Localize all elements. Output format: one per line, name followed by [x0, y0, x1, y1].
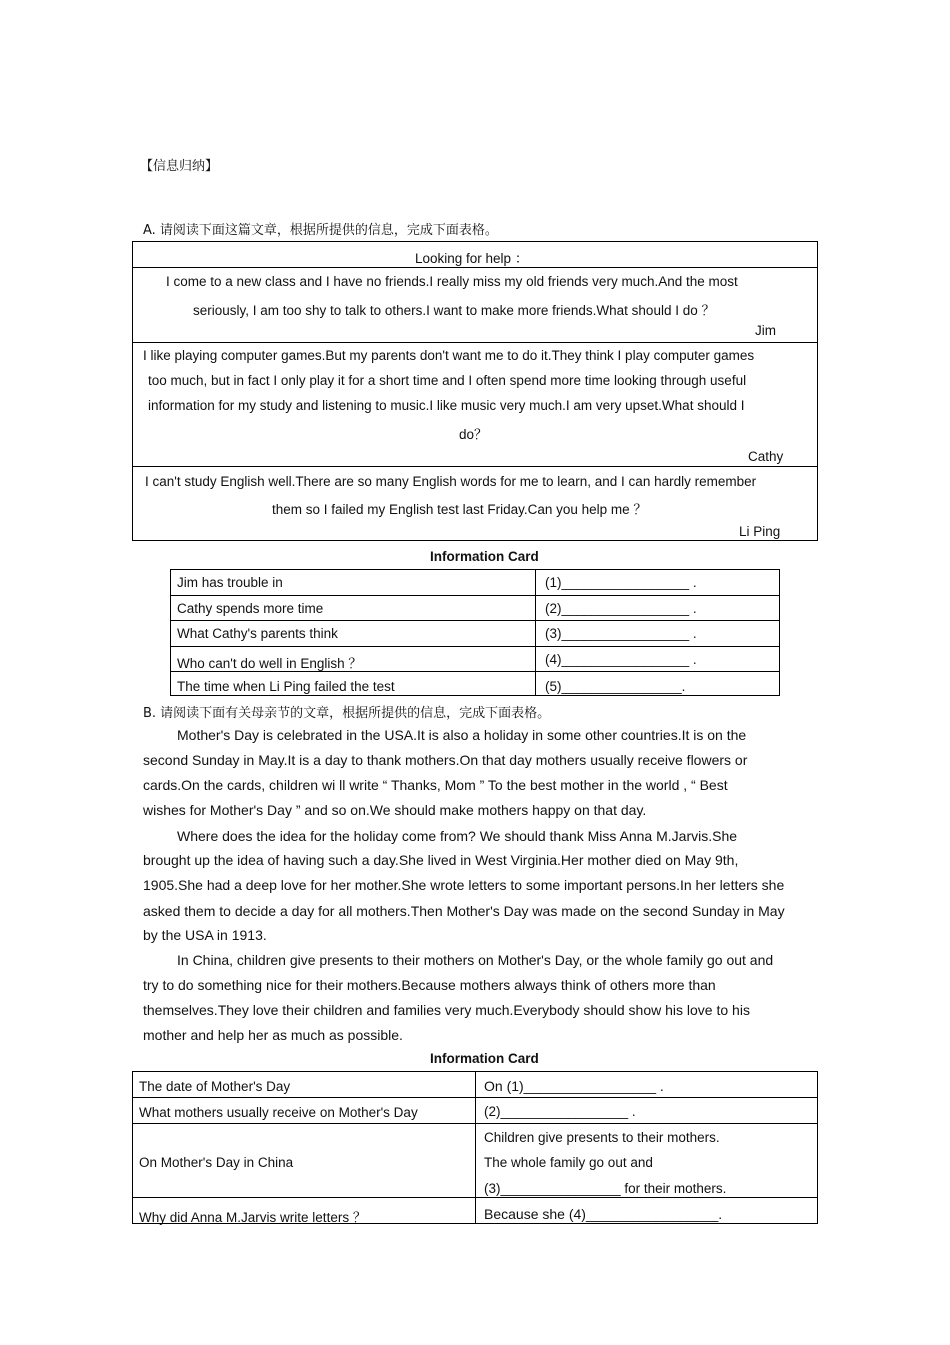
card-row-label: Cathy spends more time — [177, 601, 324, 616]
card-row-answer[interactable]: (3)________________ for their mothers. — [484, 1181, 727, 1196]
card-row-answer[interactable]: On (1)_________________ . — [484, 1078, 664, 1094]
letter-line: do？ — [459, 427, 488, 442]
card-row-answer[interactable]: (3)_________________ . — [545, 626, 697, 641]
help-table-header: Looking for help ： — [415, 251, 529, 266]
passage-line: wishes for Mother's Day ” and so on.We should make mothers happy on that day. — [143, 802, 647, 818]
passage-line: In China, children give presents to their mothers on Mother's Day, or the whole family go out and — [177, 952, 774, 968]
table-row — [171, 595, 779, 621]
card-b-title: Information Card — [430, 1051, 539, 1066]
letter-author: Li Ping — [739, 524, 781, 539]
table-row — [171, 570, 779, 595]
letter-line: I can't study English well.There are so many English words for me to learn, and I can hardly remember — [145, 474, 757, 489]
passage-line: try to do something nice for their mothers.Because mothers always think of others more than — [143, 977, 716, 993]
passage-line: mother and help her as much as possible. — [143, 1027, 403, 1043]
letter-jim — [133, 267, 817, 342]
letter-line: information for my study and listening to music.I like music very much.I am very upset.What should I — [148, 398, 745, 413]
card-row-answer[interactable]: (2)_________________ . — [545, 601, 697, 616]
table-row — [171, 620, 779, 646]
letter-line: I like playing computer games.But my parents don't want me to do it.They think I play computer games — [143, 348, 755, 363]
row-divider — [133, 1097, 817, 1098]
row-divider — [133, 1197, 817, 1198]
passage-line: themselves.They love their children and families very much.Everybody should show his love to his — [143, 1002, 750, 1018]
card-row-label: The date of Mother's Day — [139, 1079, 291, 1094]
card-row-label: Jim has trouble in — [177, 575, 283, 590]
card-row-answer-line: The whole family go out and — [484, 1155, 653, 1170]
letter-cathy — [133, 342, 817, 467]
passage-line: 1905.She had a deep love for her mother.She wrote letters to some important persons.In her letters she — [143, 877, 785, 893]
card-row-answer[interactable]: (1)_________________ . — [545, 575, 697, 590]
card-row-label: On Mother's Day in China — [139, 1155, 294, 1170]
information-card-b — [132, 1071, 818, 1224]
card-row-answer-line: Children give presents to their mothers. — [484, 1130, 720, 1145]
passage-line: brought up the idea of having such a day.She lived in West Virginia.Her mother died on May 9th, — [143, 852, 739, 868]
letter-line: too much, but in fact I only play it for a short time and I often spend more time looking through useful — [148, 373, 747, 388]
letter-author: Cathy — [748, 449, 784, 464]
passage-line: asked them to decide a day for all mothers.Then Mother's Day was made on the second Sunday in May — [143, 903, 785, 919]
part-a-instruction: A. 请阅读下面这篇文章，根据所提供的信息，完成下面表格。 — [143, 223, 498, 238]
card-row-answer[interactable]: (5)________________. — [545, 679, 686, 694]
card-row-label: Who can't do well in English ？ — [177, 656, 362, 671]
card-row-answer[interactable]: (2)_________________ . — [484, 1104, 636, 1119]
card-row-label: The time when Li Ping failed the test — [177, 679, 395, 694]
row-divider — [133, 1123, 817, 1124]
card-row-answer[interactable]: Because she (4)_________________. — [484, 1206, 723, 1222]
information-card-a — [170, 569, 780, 696]
help-table-header-row — [133, 242, 817, 267]
card-a-title: Information Card — [430, 549, 539, 564]
card-row-label: Why did Anna M.Jarvis write letters ？ — [139, 1210, 367, 1225]
column-divider — [475, 1072, 476, 1223]
card-row-label: What Cathy's parents think — [177, 626, 338, 641]
letter-line: them so I failed my English test last Friday.Can you help me ？ — [272, 502, 647, 517]
part-b-instruction: B. 请阅读下面有关母亲节的文章，根据所提供的信息，完成下面表格。 — [143, 706, 551, 721]
section-title: 【信息归纳】 — [140, 159, 219, 174]
help-letters-table — [132, 241, 818, 541]
passage-line: by the USA in 1913. — [143, 927, 267, 943]
passage-line: second Sunday in May.It is a day to thank mothers.On that day mothers usually receive flowers or — [143, 752, 748, 768]
letter-li-ping — [133, 466, 817, 542]
letter-line: seriously, I am too shy to talk to others.I want to make more friends.What should I do ？ — [193, 303, 715, 318]
card-row-label: What mothers usually receive on Mother's Day — [139, 1105, 418, 1120]
table-row — [171, 671, 779, 697]
letter-author: Jim — [755, 323, 776, 338]
card-row-answer[interactable]: (4)_________________ . — [545, 652, 697, 667]
passage-line: Where does the idea for the holiday come from? We should thank Miss Anna M.Jarvis.She — [177, 828, 738, 844]
passage-line: Mother's Day is celebrated in the USA.It is also a holiday in some other countries.It is on the — [177, 727, 747, 743]
passage-line: cards.On the cards, children wi ll write “ Thanks, Mom ” To the best mother in the world , “ Best — [143, 777, 728, 793]
letter-line: I come to a new class and I have no friends.I really miss my old friends very much.And the most — [166, 274, 738, 289]
table-row — [171, 646, 779, 672]
